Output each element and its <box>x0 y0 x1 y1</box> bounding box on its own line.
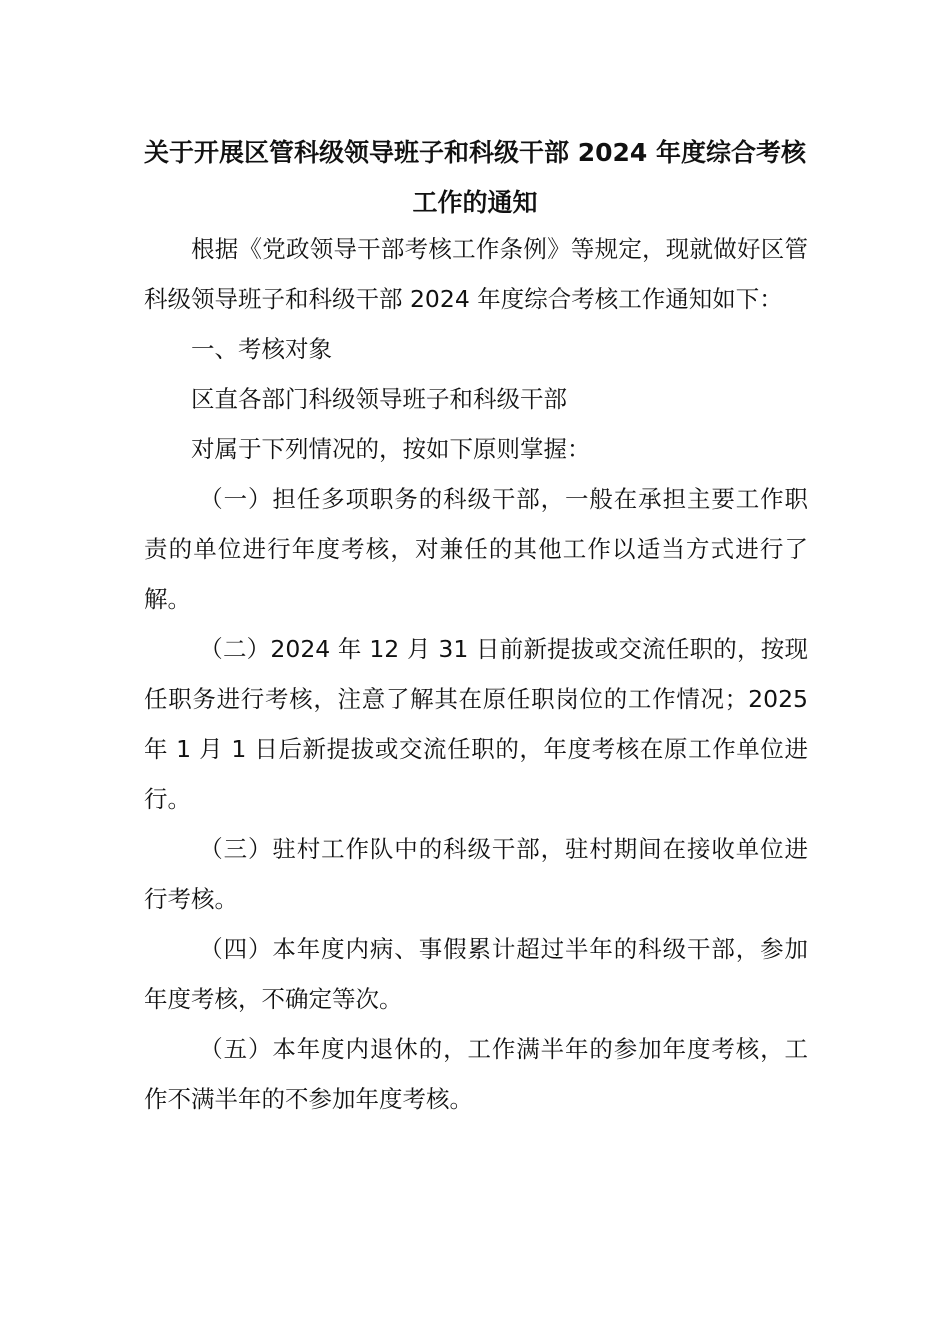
assessment-scope-paragraph: 区直各部门科级领导班子和科级干部 <box>191 385 567 413</box>
rule-item-3: （三）驻村工作队中的科级干部，驻村期间在接收单位进行考核。 <box>144 835 808 913</box>
document-body <box>144 224 808 1124</box>
rule-item-4: （四）本年度内病、事假累计超过半年的科级干部，参加年度考核，不确定等次。 <box>144 935 808 1013</box>
document-title: 关于开展区管科级领导班子和科级干部 2024 年度综合考核工作的通知 <box>144 138 806 217</box>
rule-item-1: （一）担任多项职务的科级干部，一般在承担主要工作职责的单位进行年度考核，对兼任的其他工作以适当方式进行了解。 <box>144 485 808 613</box>
rule-item-5: （五）本年度内退休的，工作满半年的参加年度考核，工作不满半年的不参加年度考核。 <box>144 1035 808 1113</box>
rule-item-2: （二）2024 年 12 月 31 日前新提拔或交流任职的，按现任职务进行考核，注意了解其在原任职岗位的工作情况；2025 年 1 月 1 日后新提拔或交流任职的，年度考核在原工作单位进行。 <box>144 635 808 813</box>
section-heading-assessment-targets: 一、考核对象 <box>191 335 332 363</box>
principles-lead-paragraph: 对属于下列情况的，按如下原则掌握： <box>191 435 591 463</box>
intro-paragraph: 根据《党政领导干部考核工作条例》等规定，现就做好区管科级领导班子和科级干部 2024 年度综合考核工作通知如下： <box>144 235 808 313</box>
